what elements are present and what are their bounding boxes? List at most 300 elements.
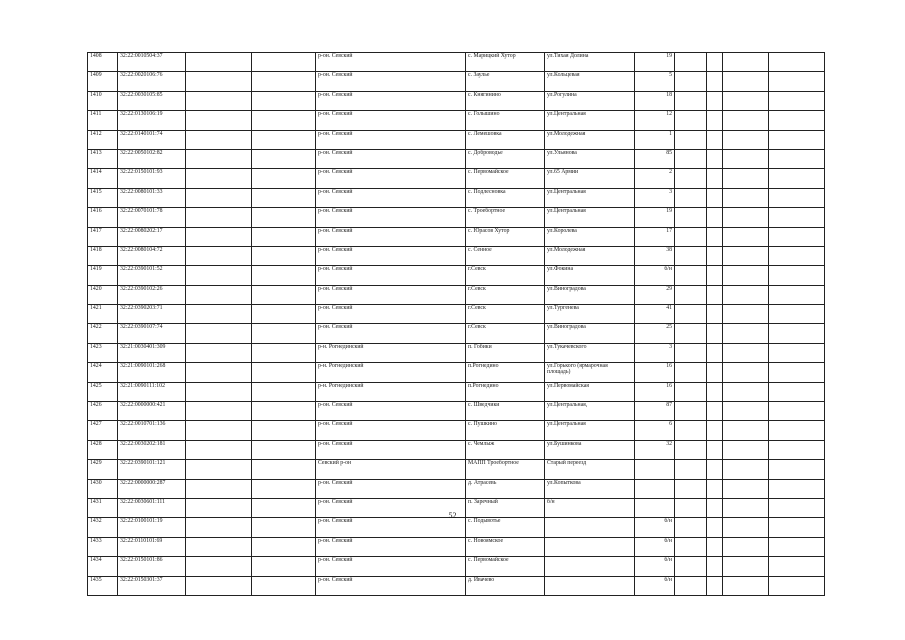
cell-empty xyxy=(675,518,707,537)
cell-house: б/н xyxy=(635,576,675,595)
cell-empty xyxy=(252,576,316,595)
cell-empty xyxy=(675,382,707,401)
table-row xyxy=(88,324,825,343)
cell-empty xyxy=(675,557,707,576)
cell-cadastral-number: 32:22:0080101:33 xyxy=(118,188,186,207)
cell-locality: с. Первомайское xyxy=(466,169,545,188)
cell-district: р-он. Севский xyxy=(316,557,466,576)
cell-empty xyxy=(675,324,707,343)
cell-empty xyxy=(186,421,252,440)
cell-house: 41 xyxy=(635,305,675,324)
table-row xyxy=(88,208,825,227)
cell-number: 1424 xyxy=(88,363,118,382)
cell-empty xyxy=(252,440,316,459)
cell-empty xyxy=(769,53,825,72)
cell-number: 1428 xyxy=(88,440,118,459)
cell-street: ул.Центральная xyxy=(545,208,635,227)
cell-district: р-он. Севский xyxy=(316,479,466,498)
cell-locality: г.Севск xyxy=(466,324,545,343)
cell-empty xyxy=(675,576,707,595)
cell-locality: с. Сенное xyxy=(466,246,545,265)
cell-number: 1409 xyxy=(88,72,118,91)
cell-cadastral-number: 32:22:0150301:37 xyxy=(118,576,186,595)
cell-cadastral-number: 32:22:0010701:136 xyxy=(118,421,186,440)
cell-house: 32 xyxy=(635,440,675,459)
cell-number: 1412 xyxy=(88,130,118,149)
cell-empty xyxy=(186,382,252,401)
table-row xyxy=(88,111,825,130)
cell-empty xyxy=(252,382,316,401)
cell-empty xyxy=(707,72,723,91)
cell-street xyxy=(545,557,635,576)
cell-street: ул.Ульянова xyxy=(545,149,635,168)
cell-cadastral-number: 32:22:0080104:72 xyxy=(118,246,186,265)
cell-empty xyxy=(252,208,316,227)
cell-empty xyxy=(252,305,316,324)
table-row xyxy=(88,537,825,556)
cell-empty xyxy=(723,72,769,91)
table-row xyxy=(88,440,825,459)
cell-empty xyxy=(675,479,707,498)
cell-street: ул.Центральная, xyxy=(545,402,635,421)
cell-street: ул.Тихая Долина xyxy=(545,53,635,72)
table-row xyxy=(88,169,825,188)
cell-empty xyxy=(769,343,825,362)
cell-empty xyxy=(769,169,825,188)
cell-district: р-он. Севский xyxy=(316,576,466,595)
cell-cadastral-number: 32:21:0030401:309 xyxy=(118,343,186,362)
cell-empty xyxy=(723,479,769,498)
cell-house: 18 xyxy=(635,91,675,110)
cell-empty xyxy=(252,111,316,130)
cell-empty xyxy=(675,402,707,421)
cell-cadastral-number: 32:22:0020106:76 xyxy=(118,72,186,91)
cell-street: ул.Бушинкова xyxy=(545,440,635,459)
cell-empty xyxy=(252,421,316,440)
cell-number: 1433 xyxy=(88,537,118,556)
cell-empty xyxy=(252,72,316,91)
cell-empty xyxy=(186,518,252,537)
cell-locality: с. Голышино xyxy=(466,111,545,130)
cell-cadastral-number: 32:22:0010504:37 xyxy=(118,53,186,72)
cell-empty xyxy=(186,91,252,110)
cell-street: ул.65 Армии xyxy=(545,169,635,188)
cell-empty xyxy=(723,149,769,168)
cell-street: ул.Виноградова xyxy=(545,285,635,304)
cell-empty xyxy=(186,537,252,556)
cell-empty xyxy=(252,285,316,304)
cell-house: 85 xyxy=(635,149,675,168)
cell-cadastral-number: 32:22:0000000:287 xyxy=(118,479,186,498)
cell-number: 1408 xyxy=(88,53,118,72)
cell-street: Старый переезд xyxy=(545,460,635,479)
table-row xyxy=(88,149,825,168)
cell-empty xyxy=(186,576,252,595)
cell-empty xyxy=(723,324,769,343)
cell-street: ул.Первомайская xyxy=(545,382,635,401)
cell-empty xyxy=(723,363,769,382)
cell-cadastral-number: 32:21:0090101:268 xyxy=(118,363,186,382)
cell-house: б/н xyxy=(635,266,675,285)
cell-empty xyxy=(186,169,252,188)
cell-empty xyxy=(707,188,723,207)
cell-house: 1 xyxy=(635,130,675,149)
cell-empty xyxy=(186,440,252,459)
cell-district: Севский р-он xyxy=(316,460,466,479)
cell-district: р-он. Севский xyxy=(316,421,466,440)
cell-empty xyxy=(723,382,769,401)
cell-empty xyxy=(707,440,723,459)
cell-empty xyxy=(769,208,825,227)
cell-empty xyxy=(707,460,723,479)
cell-empty xyxy=(723,343,769,362)
cell-empty xyxy=(252,402,316,421)
cell-empty xyxy=(707,208,723,227)
cell-district: р-он. Севский xyxy=(316,91,466,110)
cell-empty xyxy=(723,440,769,459)
cell-empty xyxy=(675,169,707,188)
cell-empty xyxy=(723,460,769,479)
cell-empty xyxy=(723,188,769,207)
cell-district: р-он. Севский xyxy=(316,285,466,304)
table-row xyxy=(88,53,825,72)
cell-empty xyxy=(675,72,707,91)
cell-district: р-он. Севский xyxy=(316,72,466,91)
cell-cadastral-number: 32:22:0030105:85 xyxy=(118,91,186,110)
table-row xyxy=(88,460,825,479)
cell-empty xyxy=(252,460,316,479)
cell-cadastral-number: 32:21:0090111:102 xyxy=(118,382,186,401)
cell-empty xyxy=(723,305,769,324)
cell-street: ул.Молодежная xyxy=(545,130,635,149)
cell-empty xyxy=(707,266,723,285)
cell-locality: с. Лемешовка xyxy=(466,130,545,149)
cell-empty xyxy=(186,460,252,479)
cell-number: 1426 xyxy=(88,402,118,421)
cell-empty xyxy=(769,227,825,246)
cell-cadastral-number: 32:22:0390107:74 xyxy=(118,324,186,343)
table-row xyxy=(88,285,825,304)
cell-empty xyxy=(186,266,252,285)
cell-number: 1427 xyxy=(88,421,118,440)
cell-district: р-он. Севский xyxy=(316,130,466,149)
cell-empty xyxy=(707,576,723,595)
table-row xyxy=(88,518,825,537)
cell-cadastral-number: 32:22:0070101:78 xyxy=(118,208,186,227)
cell-house: б/н xyxy=(635,557,675,576)
cell-locality: с. Княгинино xyxy=(466,91,545,110)
cell-house xyxy=(635,460,675,479)
cell-empty xyxy=(707,537,723,556)
cell-empty xyxy=(252,324,316,343)
cell-locality: г.Севск xyxy=(466,266,545,285)
cell-locality: г.Севск xyxy=(466,305,545,324)
cell-street: ул.Тукачевского xyxy=(545,343,635,362)
cell-empty xyxy=(186,479,252,498)
cell-locality: п.Рогнедино xyxy=(466,382,545,401)
cell-house: 16 xyxy=(635,363,675,382)
cell-locality: с. Первомайское xyxy=(466,557,545,576)
table-row xyxy=(88,557,825,576)
cell-locality: с. Заулье xyxy=(466,72,545,91)
cell-district: р-он. Севский xyxy=(316,305,466,324)
cell-district: р-н. Рогнединский xyxy=(316,363,466,382)
cell-locality: с. Чемлыж xyxy=(466,440,545,459)
cell-empty xyxy=(252,537,316,556)
cell-empty xyxy=(707,169,723,188)
table-row xyxy=(88,576,825,595)
cell-empty xyxy=(252,130,316,149)
cell-empty xyxy=(675,285,707,304)
cell-empty xyxy=(707,149,723,168)
cell-district: р-он. Севский xyxy=(316,169,466,188)
cell-empty xyxy=(186,130,252,149)
cell-street: ул.Тургенева xyxy=(545,305,635,324)
cell-district: р-он. Севский xyxy=(316,188,466,207)
cell-empty xyxy=(252,227,316,246)
cell-empty xyxy=(675,130,707,149)
cell-number: 1418 xyxy=(88,246,118,265)
cell-street: ул.Центральная xyxy=(545,188,635,207)
cell-empty xyxy=(723,537,769,556)
cell-district: р-он. Севский xyxy=(316,537,466,556)
cell-empty xyxy=(769,518,825,537)
cell-empty xyxy=(186,363,252,382)
cell-empty xyxy=(675,91,707,110)
cell-empty xyxy=(723,130,769,149)
cell-empty xyxy=(723,169,769,188)
cell-cadastral-number: 32:22:0390101:52 xyxy=(118,266,186,285)
cell-house: 38 xyxy=(635,246,675,265)
cell-district: р-он. Севский xyxy=(316,440,466,459)
cell-empty xyxy=(723,518,769,537)
cell-empty xyxy=(675,266,707,285)
cell-number: 1410 xyxy=(88,91,118,110)
cell-district: р-он. Севский xyxy=(316,518,466,537)
cell-locality: с. Юрасов Хутор xyxy=(466,227,545,246)
cell-street: ул.Копыткова xyxy=(545,479,635,498)
cell-empty xyxy=(723,421,769,440)
cell-street: ул.Молодежная xyxy=(545,246,635,265)
cell-house: б/н xyxy=(635,518,675,537)
cell-district: р-он. Севский xyxy=(316,246,466,265)
cell-number: 1434 xyxy=(88,557,118,576)
cell-empty xyxy=(769,305,825,324)
cell-house: 5 xyxy=(635,72,675,91)
cell-empty xyxy=(769,576,825,595)
cell-empty xyxy=(675,421,707,440)
cell-empty xyxy=(707,557,723,576)
cell-empty xyxy=(675,305,707,324)
cell-street: б/н xyxy=(545,498,635,517)
cell-empty xyxy=(723,208,769,227)
cell-empty xyxy=(186,285,252,304)
cell-empty xyxy=(769,285,825,304)
cell-house: 6 xyxy=(635,421,675,440)
cell-empty xyxy=(769,130,825,149)
cell-district: р-н. Рогнединский xyxy=(316,343,466,362)
cell-empty xyxy=(769,266,825,285)
cell-empty xyxy=(769,402,825,421)
cell-house: 12 xyxy=(635,111,675,130)
cell-district: р-н. Рогнединский xyxy=(316,382,466,401)
cell-number: 1425 xyxy=(88,382,118,401)
cell-house xyxy=(635,479,675,498)
cell-empty xyxy=(769,188,825,207)
cell-empty xyxy=(707,479,723,498)
cell-cadastral-number: 32:22:0390203:71 xyxy=(118,305,186,324)
table-row xyxy=(88,479,825,498)
cell-empty xyxy=(675,537,707,556)
cell-empty xyxy=(769,440,825,459)
cell-empty xyxy=(769,149,825,168)
cell-empty xyxy=(707,305,723,324)
cell-locality: с. Марицкий Хутор xyxy=(466,53,545,72)
cell-empty xyxy=(723,227,769,246)
cell-empty xyxy=(675,343,707,362)
cell-house: 16 xyxy=(635,382,675,401)
cell-locality: с. Шведчики xyxy=(466,402,545,421)
cell-empty xyxy=(675,149,707,168)
cell-locality: д. Атрасевь xyxy=(466,479,545,498)
cell-number: 1417 xyxy=(88,227,118,246)
cell-locality: г.Севск xyxy=(466,285,545,304)
cell-empty xyxy=(252,479,316,498)
cell-street: ул.Фокина xyxy=(545,266,635,285)
table-row xyxy=(88,382,825,401)
cell-cadastral-number: 32:22:0150101:86 xyxy=(118,557,186,576)
cell-empty xyxy=(769,460,825,479)
cell-number: 1413 xyxy=(88,149,118,168)
cell-district: р-он. Севский xyxy=(316,227,466,246)
cell-empty xyxy=(252,169,316,188)
cell-empty xyxy=(252,266,316,285)
cell-empty xyxy=(252,557,316,576)
cell-house: 19 xyxy=(635,208,675,227)
cell-empty xyxy=(707,130,723,149)
cell-number: 1415 xyxy=(88,188,118,207)
cell-cadastral-number: 32:22:0000000:421 xyxy=(118,402,186,421)
cell-empty xyxy=(723,111,769,130)
cell-empty xyxy=(769,421,825,440)
cell-empty xyxy=(723,402,769,421)
cell-empty xyxy=(186,402,252,421)
cell-empty xyxy=(707,324,723,343)
table-row xyxy=(88,227,825,246)
cell-street: ул.Горького (ярмарочная площадь) xyxy=(545,363,635,382)
cell-cadastral-number: 32:22:0030202:181 xyxy=(118,440,186,459)
cell-cadastral-number: 32:22:0110101:69 xyxy=(118,537,186,556)
cell-locality: с. Троебортное xyxy=(466,208,545,227)
cell-empty xyxy=(723,53,769,72)
cell-empty xyxy=(723,266,769,285)
cell-empty xyxy=(675,227,707,246)
cell-number: 1416 xyxy=(88,208,118,227)
cell-locality: п. Заречный xyxy=(466,498,545,517)
cell-locality: д. Ивачево xyxy=(466,576,545,595)
cell-number: 1431 xyxy=(88,498,118,517)
cell-empty xyxy=(769,324,825,343)
cell-cadastral-number: 32:22:0150101:93 xyxy=(118,169,186,188)
cell-empty xyxy=(707,518,723,537)
cell-empty xyxy=(707,285,723,304)
cell-district: р-он. Севский xyxy=(316,324,466,343)
table-row xyxy=(88,266,825,285)
cell-empty xyxy=(723,557,769,576)
cell-cadastral-number: 32:22:0140101:74 xyxy=(118,130,186,149)
cell-street xyxy=(545,518,635,537)
cell-house: 17 xyxy=(635,227,675,246)
table-row xyxy=(88,421,825,440)
cell-locality: с. Подлесновка xyxy=(466,188,545,207)
cell-number: 1423 xyxy=(88,343,118,362)
cell-house: 29 xyxy=(635,285,675,304)
cell-district: р-он. Севский xyxy=(316,208,466,227)
cell-locality: п. Гобики xyxy=(466,343,545,362)
cell-locality: МАПП Троебортное xyxy=(466,460,545,479)
cell-empty xyxy=(252,518,316,537)
cell-house: б/н xyxy=(635,537,675,556)
table-row xyxy=(88,188,825,207)
cell-empty xyxy=(186,208,252,227)
cell-empty xyxy=(675,246,707,265)
cell-house: 19 xyxy=(635,53,675,72)
cell-cadastral-number: 32:22:0130106:19 xyxy=(118,111,186,130)
cell-empty xyxy=(675,440,707,459)
cell-number: 1435 xyxy=(88,576,118,595)
cell-empty xyxy=(186,305,252,324)
cell-empty xyxy=(186,149,252,168)
cell-empty xyxy=(769,557,825,576)
cell-empty xyxy=(707,382,723,401)
cell-street: ул.Центральная xyxy=(545,111,635,130)
cell-number: 1419 xyxy=(88,266,118,285)
cell-empty xyxy=(675,53,707,72)
cell-district: р-он. Севский xyxy=(316,266,466,285)
cell-house: 87 xyxy=(635,402,675,421)
cell-empty xyxy=(769,479,825,498)
cell-cadastral-number: 32:22:0050102:82 xyxy=(118,149,186,168)
cell-street: ул.Королева xyxy=(545,227,635,246)
cell-empty xyxy=(707,363,723,382)
page-number: 52 xyxy=(448,511,457,520)
cell-street: ул.Центральная xyxy=(545,421,635,440)
cell-district: р-он. Севский xyxy=(316,498,466,517)
cell-empty xyxy=(723,576,769,595)
cell-locality: с. Доброводье xyxy=(466,149,545,168)
cell-empty xyxy=(252,53,316,72)
cell-street: ул.Рогулина xyxy=(545,91,635,110)
cell-district: р-он. Севский xyxy=(316,111,466,130)
cell-cadastral-number: 32:22:0390101:121 xyxy=(118,460,186,479)
table-row xyxy=(88,72,825,91)
cell-house: 25 xyxy=(635,324,675,343)
cell-locality: с. Подывотье xyxy=(466,518,545,537)
cell-empty xyxy=(769,111,825,130)
cell-empty xyxy=(723,285,769,304)
cell-house: 3 xyxy=(635,188,675,207)
cell-empty xyxy=(707,91,723,110)
cell-empty xyxy=(252,149,316,168)
cell-empty xyxy=(186,72,252,91)
table-row xyxy=(88,246,825,265)
table-row xyxy=(88,305,825,324)
cell-empty xyxy=(707,111,723,130)
cell-empty xyxy=(707,246,723,265)
cell-empty xyxy=(723,91,769,110)
cell-empty xyxy=(186,111,252,130)
cell-empty xyxy=(707,53,723,72)
